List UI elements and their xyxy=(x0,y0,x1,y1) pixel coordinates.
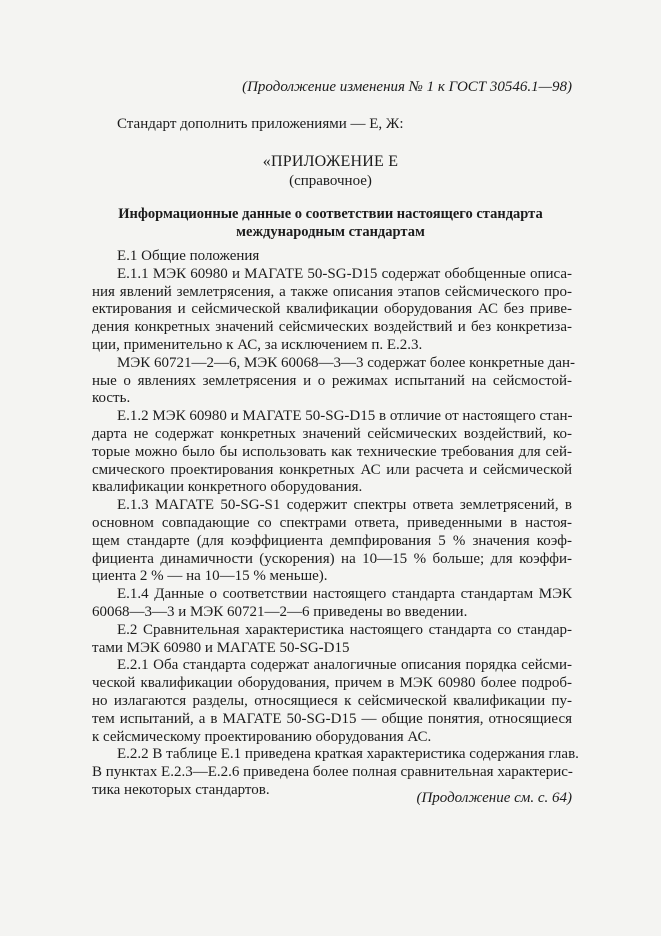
appendix-subtitle: (справочное) xyxy=(289,173,372,189)
text-line: основном совпадающие со спектрами ответа, приведенными в настоя- xyxy=(92,514,572,531)
text-line: кость. xyxy=(92,390,131,407)
continuation-header: (Продолжение изменения № 1 к ГОСТ 30546.1—98) xyxy=(242,79,572,95)
text-line: дарта не содержат конкретных значений сейсмических воздействий, ко- xyxy=(92,425,572,442)
text-line: тика некоторых стандартов. xyxy=(92,781,270,798)
text-line: квалификации конкретного оборудования. xyxy=(92,479,363,496)
text-line: смического проектирования конкретных АС или расчета и сейсмической xyxy=(92,461,572,478)
text-line: к сейсмическому проектированию оборудования АС. xyxy=(92,728,432,745)
appendix-title: «ПРИЛОЖЕНИЕ Е xyxy=(262,153,399,170)
text-line: щем стандарте (для коэффициента демпфирования 5 % значения коэф- xyxy=(92,532,572,549)
text-line: МЭК 60721—2—6, МЭК 60068—3—3 содержат более конкретные дан- xyxy=(117,354,576,371)
text-line: В пунктах Е.2.3—Е.2.6 приведена более полная сравнительная характерис- xyxy=(92,764,573,781)
text-line: Е.1.1 МЭК 60980 и МАГАТЕ 50-SG-D15 содержат обобщенные описа- xyxy=(117,265,572,282)
continuation-footer: (Продолжение см. с. 64) xyxy=(416,790,572,806)
text-line: но излагаются разделы, относящиеся к сейсмической квалификации пу- xyxy=(92,692,572,709)
text-line: тами МЭК 60980 и МАГАТЕ 50-SG-D15 xyxy=(92,639,350,656)
text-line: дения конкретных значений сейсмических воздействий и без конкретиза- xyxy=(92,319,572,336)
text-line: Е.1.4 Данные о соответствии настоящего стандарта стандартам МЭК xyxy=(117,586,572,603)
text-line: Е.1.3 МАГАТЕ 50-SG-S1 содержит спектры ответа землетрясений, в xyxy=(117,497,572,514)
text-line: ческой квалификации оборудования, причем в МЭК 60980 более подроб- xyxy=(92,675,572,692)
text-line: Е.2 Сравнительная характеристика настоящего стандарта со стандар- xyxy=(117,621,572,638)
intro-line: Стандарт дополнить приложениями — Е, Ж: xyxy=(117,116,404,132)
text-line: 60068—3—3 и МЭК 60721—2—6 приведены во введении. xyxy=(92,603,468,620)
text-line: циента 2 % — на 10—15 % меньше). xyxy=(92,568,328,585)
text-line: ции, применительно к АС, за исключением п. Е.2.3. xyxy=(92,336,423,353)
body-text xyxy=(92,248,579,800)
text-line: ектирования и сейсмической квалификации оборудования АС без приве- xyxy=(92,301,572,318)
section-heading-line-2: международным стандартам xyxy=(236,224,425,240)
text-line: ные о явлениях землетрясения и о режимах испытаний на сейсмостой- xyxy=(92,372,572,389)
text-line: Е.1.2 МЭК 60980 и МАГАТЕ 50-SG-D15 в отличие от настоящего стан- xyxy=(117,408,573,425)
text-line: тем испытаний, а в МАГАТЕ 50-SG-D15 — общие понятия, относящиеся xyxy=(92,710,572,727)
text-line: Е.1 Общие положения xyxy=(117,248,260,264)
section-heading xyxy=(0,205,661,241)
text-line: Е.2.1 Оба стандарта содержат аналогичные описания порядка сейсми- xyxy=(117,657,572,674)
text-line: торые можно было бы использовать как технические требования для сей- xyxy=(92,443,572,460)
section-heading-line-1: Информационные данные о соответствии настоящего стандарта xyxy=(118,206,543,222)
text-line: ния явлений землетрясения, а также описания этапов сейсмического про- xyxy=(92,283,572,300)
text-line: Е.2.2 В таблице Е.1 приведена краткая характеристика содержания глав. xyxy=(117,746,579,763)
text-line: фициента динамичности (ускорения) на 10—15 % больше; для коэффи- xyxy=(92,550,572,567)
